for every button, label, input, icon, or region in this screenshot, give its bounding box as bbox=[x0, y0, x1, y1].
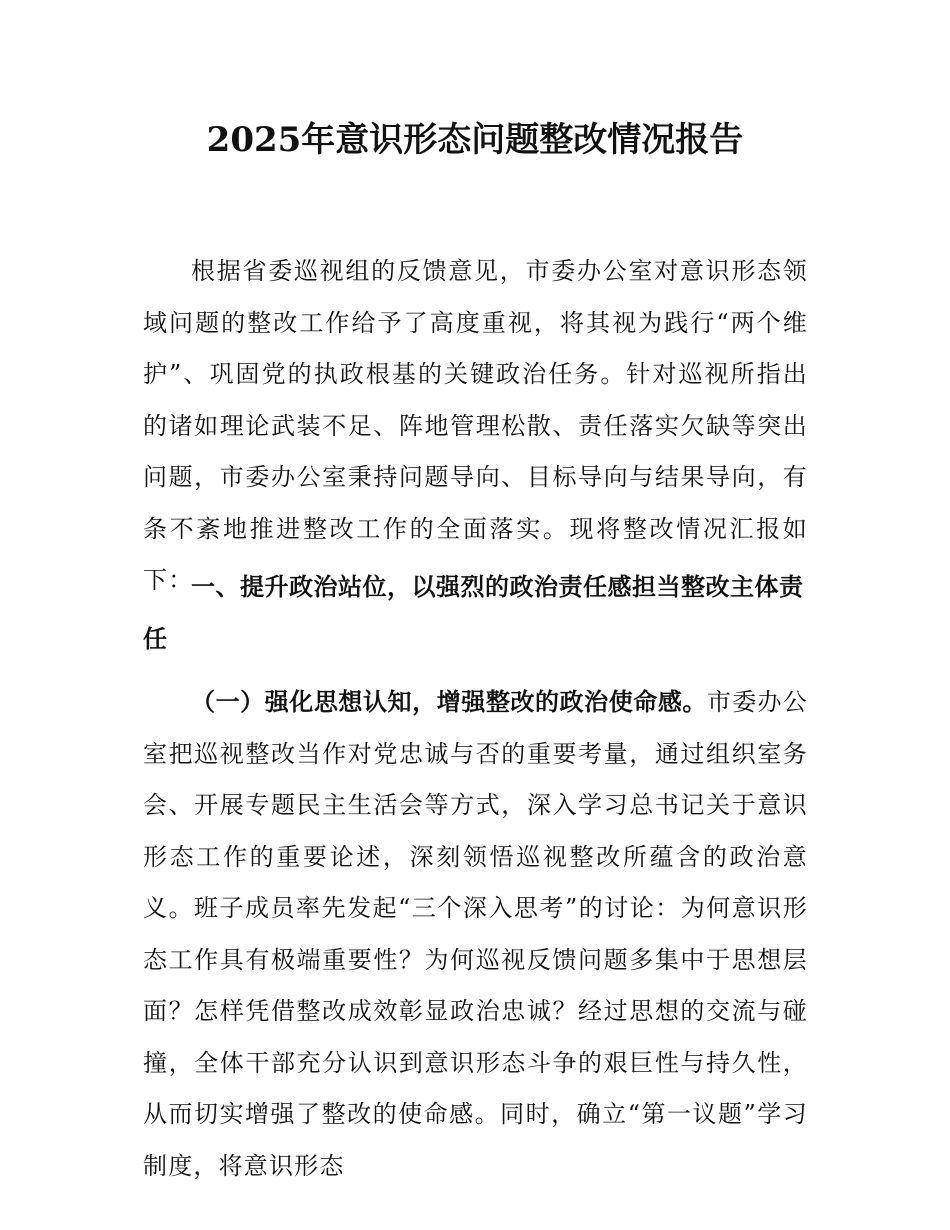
section-1-heading: 一、提升政治站位，以强烈的政治责任感担当整改主体责任 bbox=[143, 572, 804, 653]
document-title: 2025年意识形态问题整改情况报告 bbox=[206, 120, 744, 160]
section-1 bbox=[143, 561, 808, 664]
intro-section bbox=[143, 246, 808, 607]
subsection-1-lead: （一）强化思想认知，增强整改的政治使命感。 bbox=[191, 687, 707, 716]
subsection-1-paragraph bbox=[143, 676, 808, 1192]
subsection-1-text: 市委办公室把巡视整改当作对党忠诚与否的重要考量，通过组织室务会、开展专题民主生活会等方式，深入学习总书记关于意识形态工作的重要论述，深刻领悟巡视整改所蕴含的政治意义。班子成员率先发起“三个深入思考”的讨论：为何意识形态工作具有极端重要性？为何巡视反馈问题多集中于思想层面？怎样凭借整改成效彰显政治忠诚？经过思想的交流与碰撞，全体干部充分认识到意识形态斗争的艰巨性与持久性，从而切实增强了整改的使命感。同时，确立“第一议题”学习制度，将意识形态 bbox=[143, 688, 808, 1180]
intro-paragraph: 根据省委巡视组的反馈意见，市委办公室对意识形态领域问题的整改工作给予了高度重视，将其视为践行“两个维护”、巩固党的执政根基的关键政治任务。针对巡视所指出的诸如理论武装不足、阵地管理松散、责任落实欠缺等突出问题，市委办公室秉持问题导向、目标导向与结果导向，有条不紊地推进整改工作的全面落实。现将整改情况汇报如下： bbox=[143, 257, 808, 594]
subsection-1 bbox=[143, 676, 808, 1192]
